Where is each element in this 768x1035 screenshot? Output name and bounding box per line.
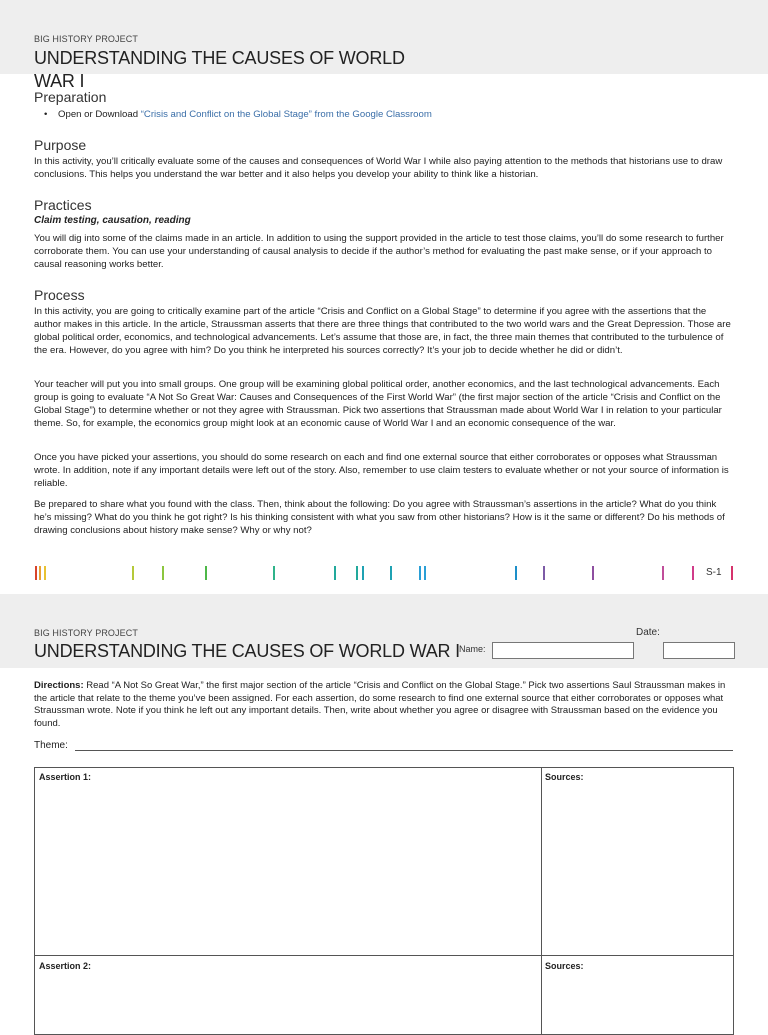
process-heading: Process <box>34 287 85 303</box>
color-tick <box>356 566 358 580</box>
worksheet-title: UNDERSTANDING THE CAUSES OF WORLD WAR I <box>34 641 460 661</box>
color-tick <box>273 566 275 580</box>
color-tick <box>390 566 392 580</box>
sources-1-cell[interactable] <box>541 767 734 956</box>
process-paragraph: Be prepared to share what you found with the class. Then, think about the following: Do you agree with Straussman’s assertions in the article? What do you think he’s missing? What do you think he got right? Is his thinking consistent with what you saw from other historians? How is it the same or different? Do his methods of drawing conclusions about history make sense? Why or why not? <box>34 499 725 536</box>
color-tick <box>424 566 426 580</box>
color-tick <box>39 566 41 580</box>
project-label: BIG HISTORY PROJECT <box>34 628 138 638</box>
purpose-heading: Purpose <box>34 137 87 153</box>
directions-text <box>34 680 736 730</box>
color-tick <box>205 566 207 580</box>
name-label: Name: <box>459 644 486 654</box>
date-label: Date: <box>636 627 660 638</box>
purpose-text: In this activity, you’ll critically evaluate some of the causes and consequences of World War I while also paying attention to the methods that historians use to draw conclusions. This helps you understand the war better and it also helps you develop your ability to think like a historian. <box>34 156 723 180</box>
color-tick <box>132 566 134 580</box>
sources-1-label: Sources: <box>545 772 584 782</box>
process-paragraph: Once you have picked your assertions, you should do some research on each and find one external source that either corroborates or opposes what Straussman wrote. In addition, note if any important details were left out of the story. Also, remember to use claim testers to evaluate whether or not your source of information is reliable. <box>34 452 729 489</box>
color-tick <box>362 566 364 580</box>
color-tick <box>44 566 46 580</box>
directions-body: Read “A Not So Great War,” the first major section of the article “Crisis and Conflict on the Global Stage.” Pick two assertions Saul Straussman makes in the article that relate to the theme you’ve been assigned. For each assertion, do some research to find one external source that either corroborates or opposes what Straussman wrote. Note if you think he left out any important details. Then, write about whether you agree or disagree with Straussman based on the evidence you found. <box>34 680 726 729</box>
color-tick <box>543 566 545 580</box>
color-tick <box>162 566 164 580</box>
date-field[interactable] <box>663 642 735 659</box>
assertion-1-label: Assertion 1: <box>39 772 92 782</box>
bullet-icon: • <box>44 109 59 120</box>
theme-field[interactable] <box>75 750 733 751</box>
assertion-2-cell[interactable] <box>34 955 542 1035</box>
practices-subheading: Claim testing, causation, reading <box>34 215 191 226</box>
article-link[interactable]: “Crisis and Conflict on the Global Stage” from the Google Classroom <box>140 109 432 120</box>
name-field[interactable] <box>492 642 634 659</box>
theme-label: Theme: <box>34 740 68 751</box>
process-paragraph: In this activity, you are going to critically examine part of the article “Crisis and Conflict on a Global Stage” to determine if you agree with the assertions that the author makes in this article. In the article, Straussman asserts that there are three things that contributed to the two world wars and the Great Depression. Those are global political order, economics, and technological advancements. Let’s assume that those are, in fact, the three main themes that contributed to the turbulence of the era. However, do you agree with him? Do you think he interpreted his sources correctly? It’s your job to decide whether he did or didn’t. <box>34 306 731 356</box>
color-tick <box>334 566 336 580</box>
process-paragraph: Your teacher will put you into small groups. One group will be examining global political order, another economics, and the last technological advancements. Each group is going to evaluate “A Not So Great War: Causes and Consequences of the First World War” (the first major section of the article “Crisis and Conflict on the Global Stage”) to determine whether or not they agree with Straussman. Pick two assertions that Straussman made about World War I in relation to your particular theme. So, for example, the economics group might look at an economic cause of World War I and an economic consequence of the war. <box>34 379 722 429</box>
preparation-item-prefix: Open or Download <box>58 109 141 120</box>
page-title-line2: WAR I <box>34 71 85 91</box>
practices-heading: Practices <box>34 197 92 213</box>
color-tick <box>662 566 664 580</box>
project-label: BIG HISTORY PROJECT <box>34 34 138 44</box>
assertion-2-label: Assertion 2: <box>39 961 92 971</box>
directions-label: Directions: <box>34 680 84 691</box>
assertion-1-cell[interactable] <box>34 767 542 956</box>
color-tick <box>35 566 37 580</box>
practices-text: You will dig into some of the claims made in an article. In addition to using the support provided in the article to test those claims, you’ll do some research to further corroborate them. You can use your understanding of causal analysis to decide if the author’s method for evaluating the past make sense, or if your approach to causal reasoning works better. <box>34 233 724 270</box>
color-tick <box>592 566 594 580</box>
color-tick <box>419 566 421 580</box>
color-tick <box>515 566 517 580</box>
color-tick <box>731 566 733 580</box>
page-title-line1: UNDERSTANDING THE CAUSES OF WORLD <box>34 48 405 68</box>
preparation-heading: Preparation <box>34 89 107 105</box>
page-number: S-1 <box>706 567 722 578</box>
color-tick <box>692 566 694 580</box>
sources-2-label: Sources: <box>545 961 584 971</box>
preparation-item <box>44 109 734 122</box>
